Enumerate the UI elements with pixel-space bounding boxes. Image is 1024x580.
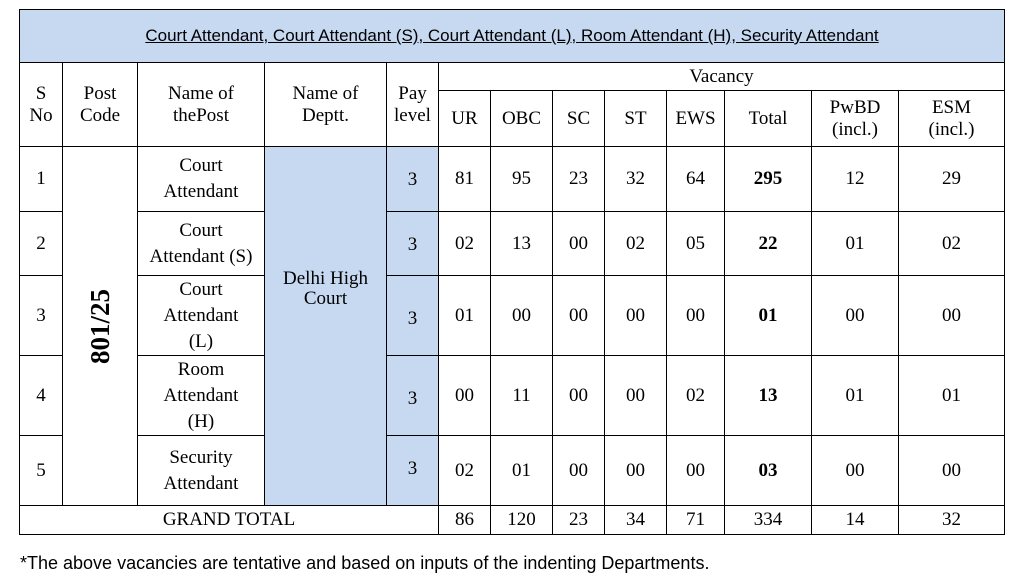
footnote: *The above vacancies are tentative and based on inputs of the indenting Departments.	[20, 553, 710, 573]
header-ur: UR	[439, 91, 491, 147]
cell-pwbd: 12	[812, 147, 899, 212]
header-ews: EWS	[667, 91, 725, 147]
cell-ews: 64	[667, 147, 725, 212]
grand-total-ur: 86	[439, 506, 491, 535]
header-sc: SC	[553, 91, 605, 147]
cell-obc: 01	[491, 436, 553, 506]
header-s-no: S No	[20, 63, 63, 147]
header-name-of-deptt: Name of Deptt.	[265, 63, 387, 147]
cell-ews: 00	[667, 276, 725, 356]
cell-pwbd: 01	[812, 356, 899, 436]
cell-ur: 00	[439, 356, 491, 436]
table-row	[20, 212, 1005, 276]
department-cell: Delhi High Court	[265, 147, 387, 506]
table-row	[20, 436, 1005, 506]
grand-total-esm: 32	[899, 506, 1005, 535]
cell-obc: 11	[491, 356, 553, 436]
grand-total-ews: 71	[667, 506, 725, 535]
header-pay-level: Pay level	[387, 63, 439, 147]
cell-post-name: Court Attendant (S)	[138, 212, 265, 276]
grand-total-sc: 23	[553, 506, 605, 535]
grand-total-total: 334	[725, 506, 812, 535]
cell-pwbd: 00	[812, 276, 899, 356]
cell-ews: 05	[667, 212, 725, 276]
grand-total-row	[20, 506, 1005, 535]
table-row	[20, 147, 1005, 212]
cell-ur: 81	[439, 147, 491, 212]
cell-esm: 00	[899, 436, 1005, 506]
cell-sc: 23	[553, 147, 605, 212]
header-st: ST	[605, 91, 667, 147]
table-row	[20, 356, 1005, 436]
cell-esm: 01	[899, 356, 1005, 436]
cell-pay-level: 3	[387, 436, 439, 506]
cell-total: 22	[725, 212, 812, 276]
cell-st: 32	[605, 147, 667, 212]
table-row	[20, 276, 1005, 356]
cell-pay-level: 3	[387, 276, 439, 356]
cell-esm: 00	[899, 276, 1005, 356]
post-code-cell	[63, 147, 138, 506]
vacancy-table-container	[19, 9, 1005, 535]
cell-sc: 00	[553, 436, 605, 506]
cell-sc: 00	[553, 356, 605, 436]
header-name-of-post: Name of thePost	[138, 63, 265, 147]
cell-sc: 00	[553, 276, 605, 356]
post-code-value: 801/25	[85, 288, 116, 364]
cell-st: 00	[605, 436, 667, 506]
header-vacancy: Vacancy	[439, 63, 1005, 91]
cell-pwbd: 01	[812, 212, 899, 276]
cell-total: 01	[725, 276, 812, 356]
cell-post-name: Court Attendant	[138, 147, 265, 212]
cell-pwbd: 00	[812, 436, 899, 506]
cell-pay-level: 3	[387, 356, 439, 436]
grand-total-obc: 120	[491, 506, 553, 535]
header-total: Total	[725, 91, 812, 147]
cell-ur: 01	[439, 276, 491, 356]
cell-post-name: Security Attendant	[138, 436, 265, 506]
cell-ews: 02	[667, 356, 725, 436]
cell-total: 03	[725, 436, 812, 506]
cell-sc: 00	[553, 212, 605, 276]
cell-s-no: 2	[20, 212, 63, 276]
cell-total: 13	[725, 356, 812, 436]
cell-obc: 95	[491, 147, 553, 212]
grand-total-st: 34	[605, 506, 667, 535]
cell-esm: 02	[899, 212, 1005, 276]
cell-obc: 13	[491, 212, 553, 276]
cell-s-no: 1	[20, 147, 63, 212]
cell-ur: 02	[439, 212, 491, 276]
cell-st: 00	[605, 356, 667, 436]
cell-s-no: 3	[20, 276, 63, 356]
cell-esm: 29	[899, 147, 1005, 212]
cell-total: 295	[725, 147, 812, 212]
cell-ews: 00	[667, 436, 725, 506]
cell-s-no: 5	[20, 436, 63, 506]
cell-post-name: Court Attendant (L)	[138, 276, 265, 356]
header-post-code: Post Code	[63, 63, 138, 147]
table-title: Court Attendant, Court Attendant (S), Court Attendant (L), Room Attendant (H), Security Attendant	[20, 10, 1005, 63]
cell-st: 00	[605, 276, 667, 356]
cell-post-name: Room Attendant (H)	[138, 356, 265, 436]
vacancy-table	[19, 9, 1005, 535]
cell-pay-level: 3	[387, 147, 439, 212]
header-pwbd: PwBD (incl.)	[812, 91, 899, 147]
grand-total-pwbd: 14	[812, 506, 899, 535]
grand-total-label: GRAND TOTAL	[20, 506, 439, 535]
header-obc: OBC	[491, 91, 553, 147]
cell-s-no: 4	[20, 356, 63, 436]
cell-pay-level: 3	[387, 212, 439, 276]
cell-st: 02	[605, 212, 667, 276]
header-esm: ESM (incl.)	[899, 91, 1005, 147]
cell-obc: 00	[491, 276, 553, 356]
cell-ur: 02	[439, 436, 491, 506]
